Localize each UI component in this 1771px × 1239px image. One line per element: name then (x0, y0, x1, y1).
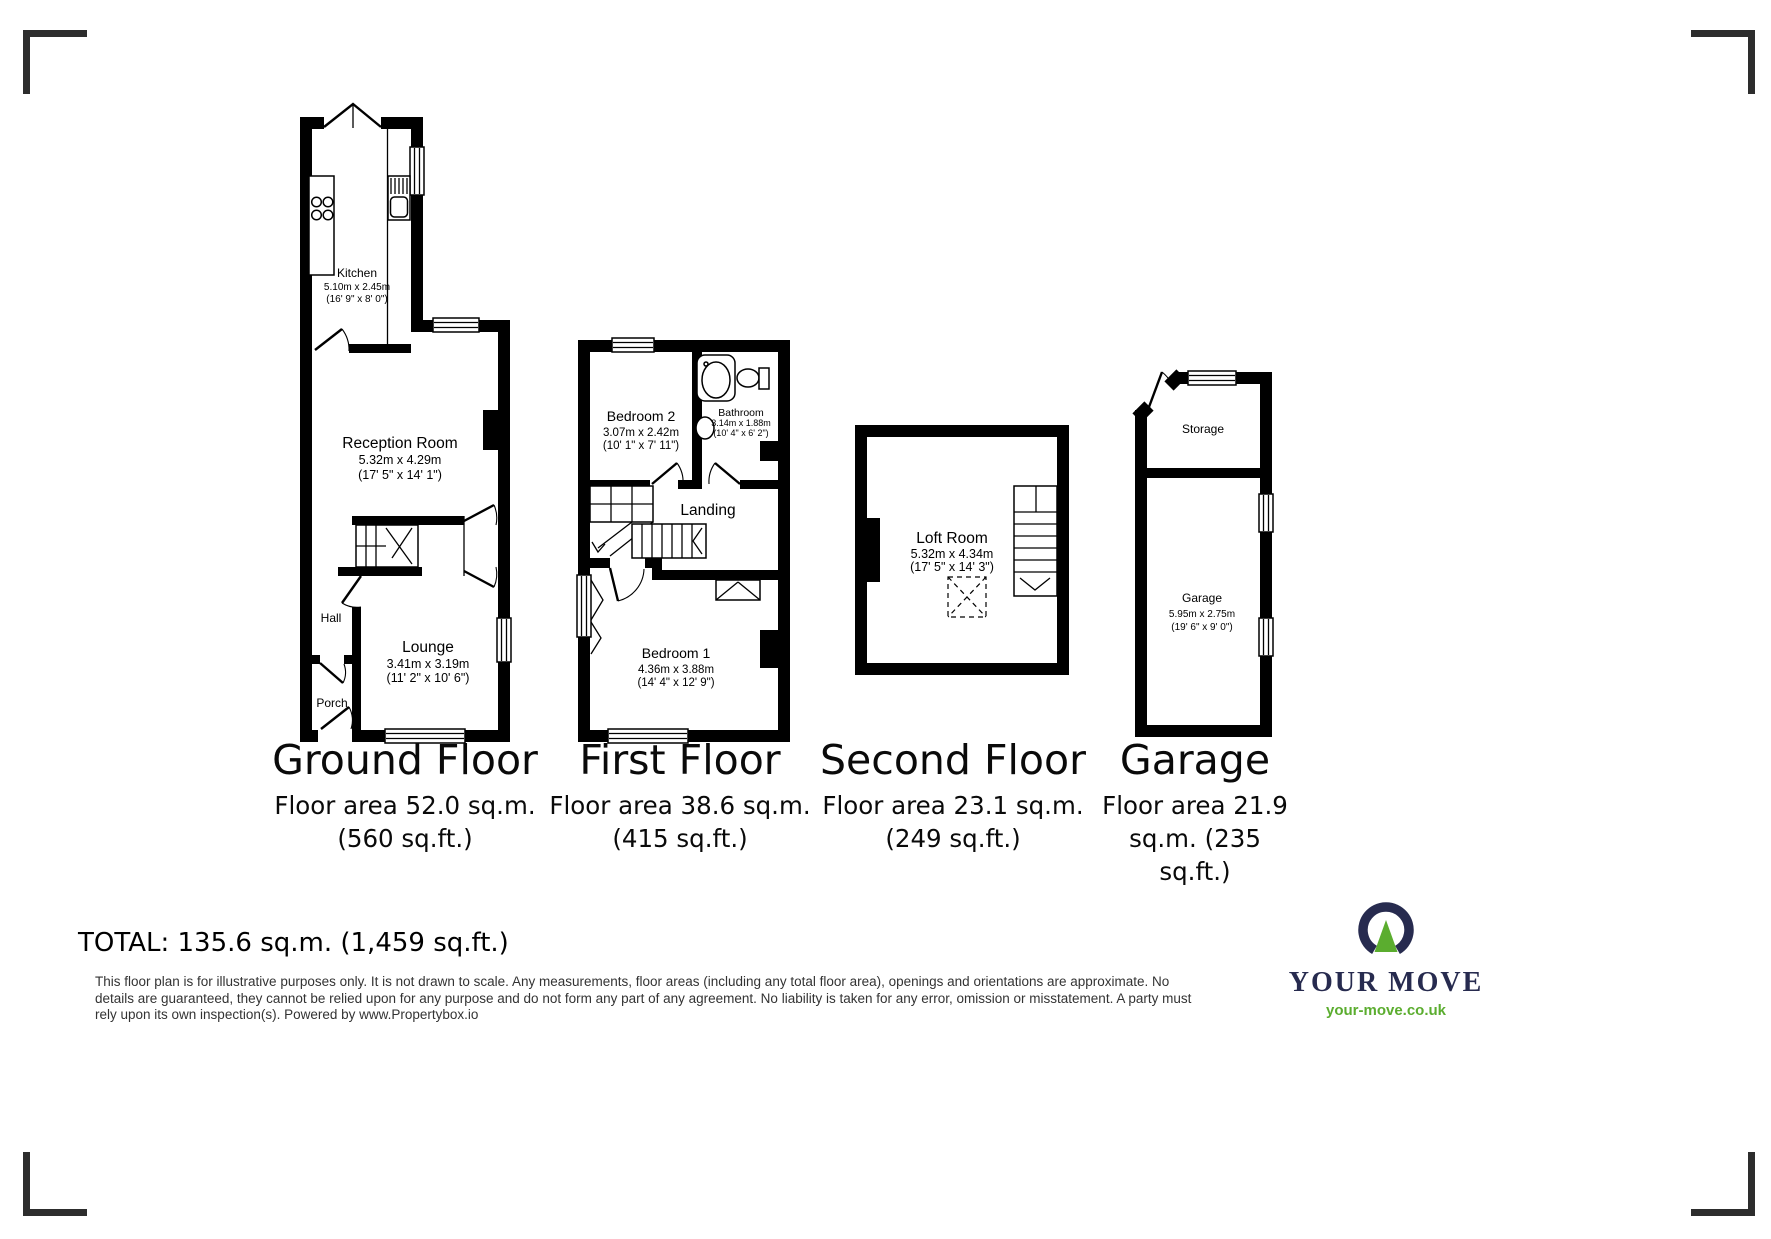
room-dims-ft: (16' 9" x 8' 0") (326, 294, 388, 305)
room-label-bathroom: Bathroom (718, 407, 764, 419)
room-label-kitchen: Kitchen (336, 266, 378, 280)
floor-area-line: sq.ft.) (1159, 857, 1231, 886)
staircase-icon (1014, 486, 1057, 596)
floor-area-line: (560 sq.ft.) (337, 824, 473, 853)
room-label-landing: Landing (680, 502, 736, 519)
room-dims-ft: (10' 1" x 7' 11") (602, 440, 680, 452)
ground-floor-label (245, 736, 565, 855)
room-label-hall: Hall (320, 611, 342, 625)
ground-floor-plan (300, 104, 511, 743)
staircase-icon (590, 486, 706, 558)
door (610, 568, 644, 601)
floor-area-line: Floor area 38.6 sq.m. (549, 791, 811, 820)
disclaimer-text (95, 974, 1755, 1024)
room-dims-ft: (17' 5" x 14' 3") (910, 560, 994, 574)
total-area-text: TOTAL: 135.6 sq.m. (1,459 sq.ft.) (78, 928, 509, 958)
loft-hatch-icon (948, 577, 986, 617)
door (320, 663, 345, 683)
disclaimer-line: details are guaranteed, they cannot be relied upon for any purpose and do not form any part of any agreement. No liability is taken for any error, omission or misstatement. A party must (95, 990, 1192, 1006)
chimney-breast (483, 410, 498, 450)
crop-mark-bottom-left (23, 1152, 87, 1216)
window (1259, 618, 1273, 656)
room-dims-m: 4.36m x 3.88m (637, 664, 715, 676)
room-dims-m: 5.32m x 4.29m (358, 453, 442, 467)
door (315, 329, 349, 351)
first-floor-label (520, 736, 840, 855)
disclaimer-line: rely upon its own inspection(s). Powered by www.Propertybox.io (95, 1007, 479, 1023)
room-label-bedroom2: Bedroom 2 (606, 408, 676, 424)
hob-icon (309, 176, 334, 275)
room-dims-m: 3.41m x 3.19m (386, 657, 470, 671)
disclaimer-line: This floor plan is for illustrative purposes only. It is not drawn to scale. Any measurements, floor areas (including any total floor area), openings and orientations are approximate. No (95, 974, 1170, 989)
floor-area-line: Floor area 52.0 sq.m. (274, 791, 536, 820)
garage-plan (1135, 371, 1273, 737)
floor-title: Second Floor (820, 736, 1086, 784)
front-door (321, 707, 352, 729)
chimney-breast (867, 518, 880, 582)
window (433, 318, 479, 332)
garage-label (1075, 736, 1315, 888)
room-dims-m: 5.95m x 2.75m (1168, 609, 1236, 620)
chimney-breast (760, 630, 778, 668)
window (1259, 494, 1273, 532)
floor-area-line: sq.m. (235 (1129, 824, 1261, 853)
logo-brand-text: YOUR MOVE (1288, 967, 1484, 998)
door (342, 576, 361, 607)
room-dims-m: 3.07m x 2.42m (602, 427, 680, 439)
staircase-icon (356, 525, 418, 567)
floor-area-line: Floor area 21.9 (1102, 791, 1288, 820)
floor-title: First Floor (579, 736, 781, 784)
room-dims-ft: (10' 4" x 6' 2") (713, 428, 769, 438)
door (1149, 372, 1172, 407)
room-label-loft: Loft Room (916, 530, 988, 547)
logo-website-link[interactable]: your-move.co.uk (1325, 1002, 1447, 1019)
window (612, 338, 654, 352)
double-door (464, 505, 497, 587)
room-dims-m: 5.10m x 2.45m (323, 282, 391, 293)
floor-area-line: (249 sq.ft.) (885, 824, 1021, 853)
room-label-porch: Porch (316, 696, 348, 710)
window (497, 618, 511, 662)
room-dims-m: 5.32m x 4.34m (910, 547, 994, 561)
room-dims-ft: (14' 4" x 12' 9") (637, 677, 715, 689)
toilet-icon (737, 368, 769, 389)
room-dims-ft: (17' 5" x 14' 1") (358, 468, 442, 482)
sink-icon (388, 176, 410, 220)
room-dims-ft: (11' 2" x 10' 6") (386, 671, 470, 685)
second-floor-label (793, 736, 1113, 855)
floor-title: Ground Floor (272, 736, 538, 784)
floor-area-line: Floor area 23.1 sq.m. (822, 791, 1084, 820)
first-floor-plan (577, 338, 790, 743)
door (709, 463, 740, 484)
room-label-reception: Reception Room (342, 435, 458, 452)
floor-area-line: (415 sq.ft.) (612, 824, 748, 853)
room-dims-m: 3.14m x 1.88m (711, 418, 771, 428)
double-door (324, 104, 381, 128)
chimney-breast (760, 441, 778, 461)
room-label-lounge: Lounge (402, 639, 454, 656)
room-dims-ft: (19' 6" x 9' 0") (1171, 622, 1233, 633)
your-move-logo (1286, 895, 1486, 1019)
your-move-logo-icon (1351, 895, 1421, 965)
room-label-bedroom1: Bedroom 1 (641, 645, 711, 661)
window (410, 147, 424, 195)
room-label-garage: Garage (1181, 591, 1223, 605)
bathtub-icon (697, 355, 735, 401)
second-floor-plan (855, 425, 1069, 675)
crop-mark-bottom-right (1691, 1152, 1755, 1216)
room-label-storage: Storage (1181, 422, 1225, 436)
window (1188, 371, 1236, 385)
cupboard-icon (716, 580, 760, 600)
floor-title: Garage (1119, 736, 1271, 784)
